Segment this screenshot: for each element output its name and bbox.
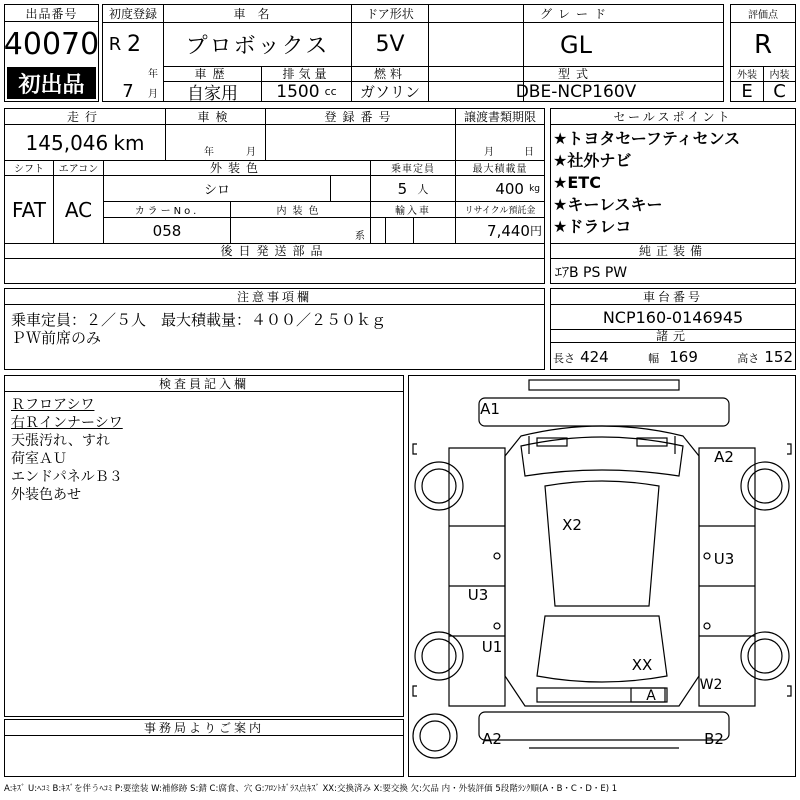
car-name: プロボックス [185, 34, 330, 59]
mileage-value [5, 125, 165, 160]
score-table [730, 4, 796, 102]
month-unit: 月 [148, 88, 158, 100]
load-value [456, 176, 544, 201]
chassis-box [550, 288, 796, 370]
height-label: 高さ [737, 351, 760, 365]
inspector-line: Ｒフロアシワ [11, 397, 95, 413]
grade-label: グレード [539, 7, 612, 21]
sales-point-item: ★トヨタセーフティセンス [553, 129, 741, 148]
capacity-value [371, 176, 455, 201]
int-value: C [773, 81, 786, 102]
interior-label: 内装色 [276, 205, 325, 217]
damage-mark-right-door: U3 [713, 550, 735, 568]
damage-mark-right-rear: W2 [699, 677, 723, 693]
interior-unit: 系 [355, 230, 365, 242]
inspector-notes [11, 396, 123, 504]
sales-point-item: ★ドラレコ [553, 217, 632, 236]
reg-month: 7 [122, 80, 134, 102]
first-listing-badge: 初出品 [7, 67, 96, 99]
car-diagram-box [408, 375, 796, 777]
inspector-line: 天張汚れ、すれ [11, 433, 110, 449]
recycle-unit: 円 [529, 224, 542, 238]
chassis-number: NCP160-0146945 [602, 308, 744, 327]
score-value: R [753, 29, 773, 60]
mileage-label: 走行 [66, 110, 103, 124]
grade-value: GL [560, 30, 592, 59]
specs-table [4, 108, 545, 284]
load-number: 400 [495, 179, 524, 198]
equipment-value: ｴｱB PS PW [555, 264, 628, 281]
height-value: 152 [764, 347, 793, 366]
ext-value: E [741, 81, 753, 102]
insp-year-unit: 年 [204, 146, 214, 158]
import-label: 輸入車 [395, 205, 431, 217]
transfer-day-unit: 日 [524, 146, 534, 158]
dims-title: 諸元 [551, 329, 795, 343]
sales-points-list [553, 128, 793, 238]
color-value: シロ [203, 183, 230, 198]
sales-point-item: ★ETC [553, 173, 601, 192]
reg-year: 2 [127, 31, 141, 57]
recycle-label: リサイクル預託金 [464, 205, 536, 216]
length-value: 424 [580, 347, 609, 366]
header-table [102, 4, 724, 102]
damage-mark-rear-right: B2 [704, 730, 724, 748]
disp-label: 排気量 [282, 67, 331, 81]
recycle-number: 7,440 [487, 221, 530, 240]
history-label: 車歴 [194, 67, 231, 81]
damage-mark-roof: X2 [562, 516, 582, 534]
load-label: 最大積載量 [472, 164, 528, 175]
office-box [4, 719, 404, 777]
inspector-title: 検査員記入欄 [5, 376, 403, 392]
reg-era: R [108, 33, 122, 55]
inspector-line: 外装色あせ [11, 487, 81, 503]
inspector-line: 右Ｒインナーシワ [11, 415, 123, 431]
door-label: ドア形状 [366, 7, 414, 21]
sales-point-item: ★キーレスキー [553, 195, 663, 214]
recycle-value [456, 218, 544, 243]
dims-row [553, 345, 793, 367]
name-label: 車名 [233, 7, 282, 21]
ac-label: エアコン [58, 164, 99, 175]
damage-mark-front-right: A2 [714, 448, 734, 466]
capacity-number: 5 [397, 179, 408, 198]
model-value: DBE-NCP160V [515, 81, 637, 102]
inspector-box [4, 375, 404, 717]
colorno-label: カラーNo. [134, 205, 200, 217]
mileage-number: 145,046 [25, 130, 109, 155]
transfer-label: 譲渡書類期限 [463, 110, 536, 124]
sales-points-title: セールスポイント [551, 109, 795, 125]
disp-value [262, 82, 351, 101]
sales-points-box [550, 108, 796, 284]
lot-label: 出品番号 [5, 5, 98, 22]
length-label: 長さ [553, 351, 575, 365]
legend-text: A:ｷｽﾞ U:ﾍｺﾐ B:ｷｽﾞを伴うﾍｺﾐ P:要塗装 W:補修跡 S:錆 C:腐食、穴 G:ﾌﾛﾝﾄｶﾞﾗｽ点ｷｽﾞ XX:交換済み X:要交換 欠:欠品 内・外装評価 5段階ﾗﾝｸ順(A・B・C・D・E) 1 [4, 784, 618, 794]
equipment-title: 純正装備 [551, 243, 795, 259]
damage-mark-front-left: A1 [480, 400, 500, 418]
history-value: 自家用 [187, 84, 238, 104]
inspector-line: 荷室ＡＵ [11, 451, 67, 467]
load-unit: kg [529, 183, 540, 194]
width-label: 幅 [648, 351, 660, 365]
color-label: 外装色 [209, 161, 264, 175]
damage-mark-left-rear: U1 [481, 638, 503, 656]
year-unit: 年 [148, 68, 158, 80]
inspector-line: エンドパネルＢ３ [11, 469, 123, 485]
chassis-title: 車台番号 [551, 289, 795, 305]
transfer-month-unit: 月 [484, 146, 494, 158]
notes-title: 注意事項欄 [5, 289, 544, 305]
damage-mark-rear-left: A2 [482, 730, 502, 748]
capacity-unit: 人 [417, 182, 429, 196]
damage-mark-left-door: U3 [467, 586, 489, 604]
sales-point-item: ★社外ナビ [553, 151, 632, 170]
car-diagram [409, 376, 795, 776]
notes-line: 乗車定員：２／５人 最大積載量：４００／２５０ｋｇ [11, 311, 387, 329]
capacity-label: 乗車定員 [391, 164, 435, 175]
model-label: 型式 [557, 67, 594, 81]
later-parts-label: 後日発送部品 [220, 244, 329, 258]
damage-mark-tailgate: A [646, 688, 656, 704]
notes-box [4, 288, 545, 370]
fuel-value: ガソリン [359, 83, 420, 101]
shift-value: FAT [11, 197, 46, 222]
notes-line: ＰＷ前席のみ [11, 329, 102, 347]
mileage-unit: km [113, 130, 145, 155]
score-label: 評価点 [748, 10, 778, 21]
disp-unit: cc [324, 85, 337, 98]
colorno-value: 058 [152, 221, 182, 240]
office-title: 事務局よりご案内 [5, 720, 403, 736]
reg-label: 初度登録 [108, 7, 157, 21]
notes-text [11, 311, 386, 347]
fuel-label: 燃料 [373, 67, 406, 81]
disp-number: 1500 [276, 81, 320, 102]
width-value: 169 [669, 347, 698, 366]
shift-label: シフト [14, 164, 44, 175]
lot-box [4, 4, 99, 102]
int-label: 内装 [769, 70, 790, 81]
plate-label: 登録番号 [324, 110, 397, 124]
door-value: 5V [375, 32, 405, 57]
ext-label: 外装 [737, 70, 757, 81]
damage-mark-rear-window: XX [631, 656, 653, 674]
insp-month-unit: 月 [246, 146, 256, 158]
inspection-label: 車検 [197, 110, 234, 124]
ac-value: AC [64, 197, 93, 222]
lot-number: 40070 [3, 26, 100, 62]
